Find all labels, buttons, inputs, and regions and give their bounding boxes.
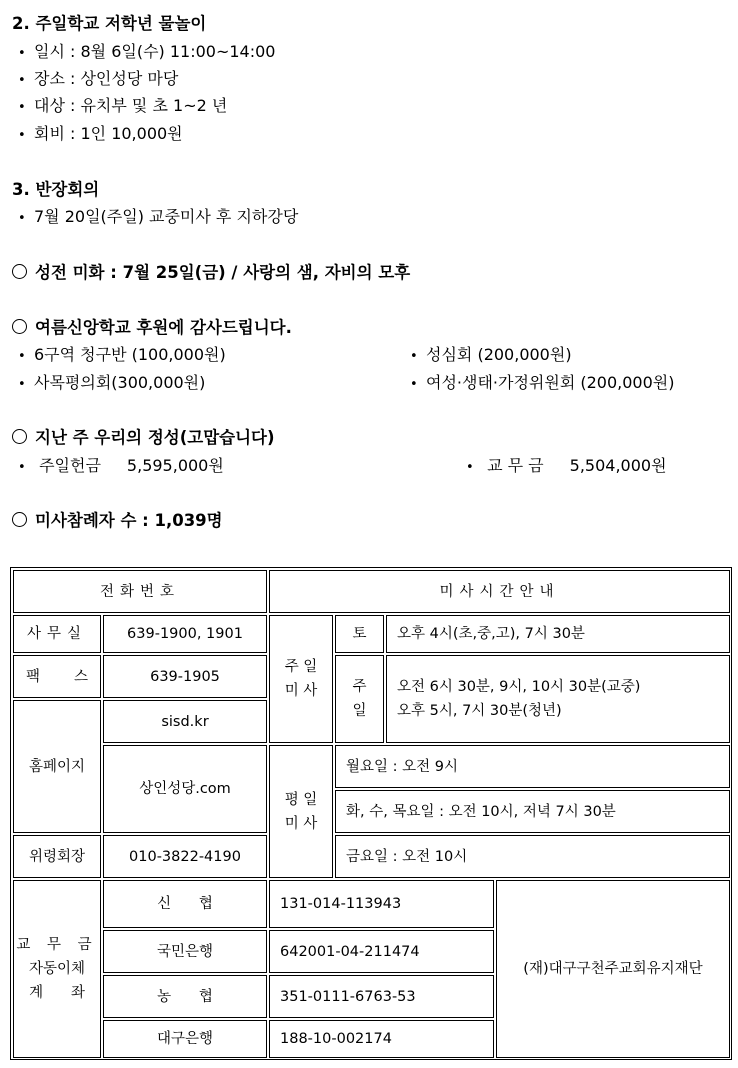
circle-bullet-icon [12,264,27,279]
sponsor-item: • 사목평의회(300,000원) [18,373,205,395]
saturday-label: 토 [335,615,384,653]
bank-account: 131-014-113943 [269,880,494,928]
circle-bullet-icon [12,512,27,527]
section2-title: 2. 주일학교 저학년 물놀이 [12,14,207,33]
list-item: • 회비 : 1인 10,000원 [18,124,183,146]
bank-account: 188-10-002174 [269,1020,494,1058]
list-item: • 장소 : 상인성당 마당 [18,69,178,91]
offering-church: • 교 무 금 5,504,000원 [466,456,667,478]
section3-title: 3. 반장회의 [12,180,100,199]
sunday-times: 오전 6시 30분, 9시, 10시 30분(교중) 오후 5시, 7시 30분(청년) [386,655,730,743]
offering-title: 지난 주 우리의 정성(고맙습니다) [12,428,275,448]
bank-name: 대구은행 [103,1020,267,1058]
auto-transfer-label: 교 무 금 자동이체 계 좌 [13,880,101,1058]
offering-sunday: • 주일헌금 5,595,000원 [18,456,224,478]
fax-number: 639-1905 [103,655,267,698]
memorial-phone: 010-3822-4190 [103,835,267,878]
mass-header: 미사시간안내 [269,570,730,613]
circle-bullet-icon [12,319,27,334]
sponsor-item: • 6구역 청구반 (100,000원) [18,345,226,367]
weekday-mass-label: 평 일 미 사 [269,745,333,878]
office-label: 사무실 [13,615,101,653]
saturday-times: 오후 4시(초,중,고), 7시 30분 [386,615,730,653]
bank-name: 국민은행 [103,930,267,973]
circle-bullet-icon [12,429,27,444]
sponsors-title: 여름신앙학교 후원에 감사드립니다. [12,318,292,338]
monday-times: 월요일 : 오전 9시 [335,745,730,788]
bank-account: 642001-04-211474 [269,930,494,973]
attendance-count: 미사참례자 수 : 1,039명 [12,511,223,531]
memorial-label: 위령회장 [13,835,101,878]
sunday-mass-label: 주 일 미 사 [269,615,333,743]
sunday-label: 주 일 [335,655,384,743]
list-item: • 대상 : 유치부 및 초 1~2 년 [18,96,227,118]
foundation-name: (재)대구구천주교회유지재단 [496,880,730,1058]
phone-header: 전화번호 [13,570,267,613]
notice-altar-decoration: 성전 미화 : 7월 25일(금) / 사랑의 샘, 자비의 모후 [12,263,410,283]
homepage-link-1[interactable]: sisd.kr [103,700,267,743]
sponsor-item: • 여성·생태·가정위원회 (200,000원) [410,373,674,395]
tue-wed-thu-times: 화, 수, 목요일 : 오전 10시, 저녁 7시 30분 [335,790,730,833]
homepage-label: 홈페이지 [13,700,101,833]
bank-name: 농 협 [103,975,267,1018]
list-item: • 7월 20일(주일) 교중미사 후 지하강당 [18,207,298,229]
fax-label: 팩 스 [13,655,101,698]
homepage-link-2[interactable]: 상인성당.com [103,745,267,833]
list-item: • 일시 : 8월 6일(수) 11:00~14:00 [18,42,275,64]
bank-name: 신 협 [103,880,267,928]
bank-account: 351-0111-6763-53 [269,975,494,1018]
friday-times: 금요일 : 오전 10시 [335,835,730,878]
office-phone: 639-1900, 1901 [103,615,267,653]
sponsor-item: • 성심회 (200,000원) [410,345,572,367]
